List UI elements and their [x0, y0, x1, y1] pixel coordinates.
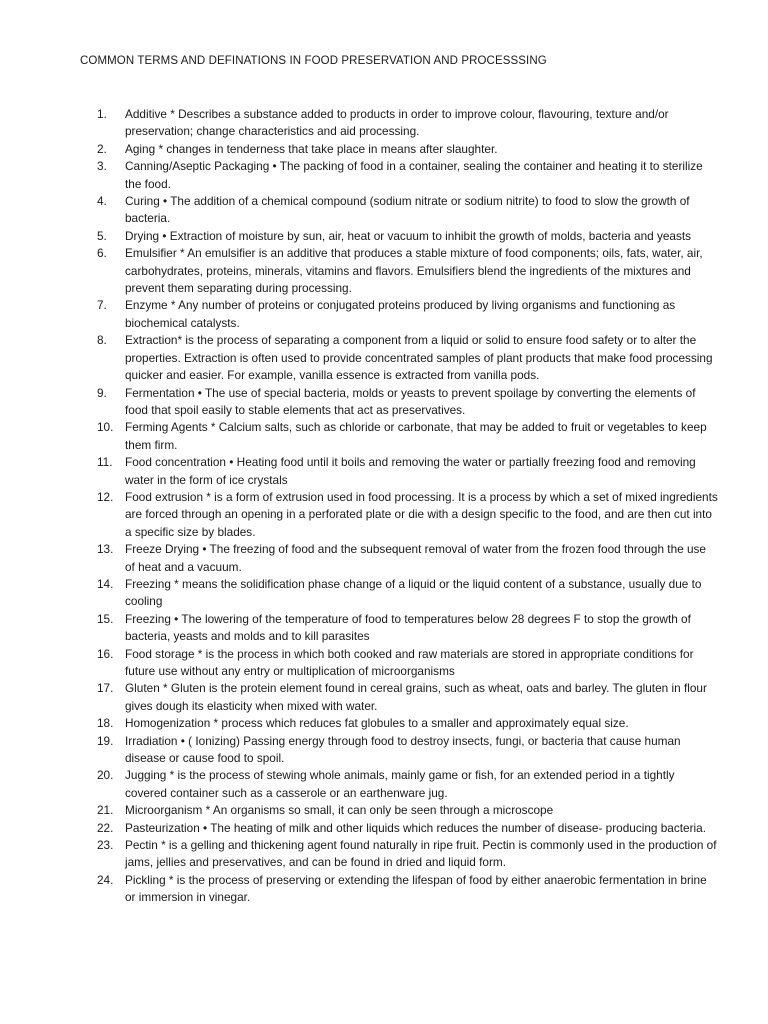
item-number: 3. [97, 159, 107, 174]
item-number: 24. [97, 872, 114, 887]
item-text: Freezing • The lowering of the temperature of food to temperatures below 28 degrees F to stop the growth of bacteria, yeasts and molds and to kill parasites [125, 611, 691, 644]
item-text: Pickling * is the process of preserving or extending the lifespan of food by either anaerobic fermentation in brine or immersion in vinegar. [125, 872, 707, 905]
list-item [0, 297, 768, 332]
item-text: Ferming Agents * Calcium salts, such as chloride or carbonate, that may be added to fruit or vegetables to keep them firm. [125, 420, 707, 452]
list-item [0, 489, 768, 541]
list-item [0, 141, 768, 158]
item-text: Food extrusion * is a form of extrusion used in food processing. It is a process by which a set of mixed ingredients are forced through an opening in a perforated plate or die with a design specific to the food, and are then cut into a specific size by blades. [125, 489, 718, 539]
item-text: Food concentration • Heating food until it boils and removing the water or partially freezing food and removing water in the form of ice crystals [125, 455, 696, 487]
item-text: Aging * changes in tenderness that take place in means after slaughter. [125, 141, 498, 156]
list-item [0, 193, 768, 228]
item-number: 5. [97, 228, 107, 243]
list-item [0, 733, 768, 768]
list-item [0, 419, 768, 454]
item-text: Pasteurization • The heating of milk and other liquids which reduces the number of disease- producing bacteria. [125, 820, 706, 835]
item-text: Irradiation • ( Ionizing) Passing energy through food to destroy insects, fungi, or bacteria that cause human disease or cause food to spoil. [125, 733, 681, 766]
item-text: Freeze Drying • The freezing of food and the subsequent removal of water from the frozen food through the use of heat and a vacuum. [125, 542, 706, 574]
list-item [0, 646, 768, 681]
list-item [0, 837, 768, 872]
item-text: Homogenization * process which reduces fat globules to a smaller and approximately equal size. [125, 716, 629, 731]
list-item [0, 820, 768, 837]
item-number: 6. [97, 246, 107, 261]
list-item [0, 454, 768, 489]
list-item [0, 715, 768, 732]
list-item [0, 611, 768, 646]
item-text: Food storage * is the process in which both cooked and raw materials are stored in appropriate conditions for future use without any entry or multiplication of microorganisms [125, 646, 694, 678]
item-text: Curing • The addition of a chemical compound (sodium nitrate or sodium nitrite) to food to slow the growth of bacteria. [125, 194, 690, 226]
item-number: 20. [97, 768, 114, 783]
item-number: 10. [97, 420, 114, 435]
list-item [0, 872, 768, 907]
item-text: Canning/Aseptic Packaging • The packing of food in a container, sealing the container and heating it to sterilize the food. [125, 159, 703, 191]
item-number: 4. [97, 194, 107, 209]
item-number: 23. [97, 838, 114, 853]
item-number: 22. [97, 820, 114, 835]
item-text: Extraction* is the process of separating a component from a liquid or solid to ensure food safety or to alter the properties. Extraction is often used to provide concentrated samples of plant products that make food processing quicker and easier. For example, vanilla essence is extracted from vanilla pods. [125, 333, 713, 383]
item-number: 21. [97, 803, 114, 818]
item-number: 8. [97, 333, 107, 348]
item-text: Enzyme * Any number of proteins or conjugated proteins produced by living organisms and functioning as biochemical catalysts. [125, 298, 676, 330]
list-item [0, 541, 768, 576]
item-number: 14. [97, 576, 114, 591]
item-text: Fermentation • The use of special bacteria, molds or yeasts to prevent spoilage by converting the elements of food that spoil easily to stable elements that act as preservatives. [125, 385, 696, 417]
list-item [0, 106, 768, 141]
list-item [0, 767, 768, 802]
item-text: Gluten * Gluten is the protein element found in cereal grains, such as wheat, oats and barley. The gluten in flour gives dough its elasticity when mixed with water. [125, 681, 707, 713]
item-number: 7. [97, 298, 107, 313]
item-number: 19. [97, 733, 114, 748]
item-number: 17. [97, 681, 114, 696]
item-text: Drying • Extraction of moisture by sun, air, heat or vacuum to inhibit the growth of molds, bacteria and yeasts [125, 228, 692, 243]
item-number: 18. [97, 716, 114, 731]
item-number: 16. [97, 646, 114, 661]
list-item [0, 385, 768, 420]
terms-list [0, 106, 768, 907]
item-text: Jugging * is the process of stewing whole animals, mainly game or fish, for an extended period in a tightly covered container such as a casserole or an earthenware jug. [125, 768, 675, 800]
item-text: Pectin * is a gelling and thickening agent found naturally in ripe fruit. Pectin is commonly used in the production of jams, jellies and preservatives, and can be found in dried and liquid form. [125, 838, 717, 870]
item-number: 11. [97, 455, 113, 470]
list-item [0, 680, 768, 715]
item-text: Freezing * means the solidification phase change of a liquid or the liquid content of a substance, usually due to cooling [125, 576, 702, 609]
item-number: 1. [97, 107, 107, 121]
item-number: 15. [97, 611, 114, 626]
list-item [0, 245, 768, 297]
item-number: 13. [97, 542, 114, 557]
item-number: 12. [97, 489, 114, 504]
item-number: 2. [97, 141, 107, 156]
document-title: COMMON TERMS AND DEFINATIONS IN FOOD PRESERVATION AND PROCESSSING [80, 55, 547, 67]
list-item [0, 802, 768, 819]
list-item [0, 332, 768, 384]
item-number: 9. [97, 385, 107, 400]
list-item [0, 576, 768, 611]
item-text: Additive * Describes a substance added to products in order to improve colour, flavouring, texture and/or preservation; change characteristics and aid processing. [125, 107, 669, 139]
item-text: Emulsifier * An emulsifier is an additive that produces a stable mixture of food components; oils, fats, water, air, carbohydrates, proteins, minerals, vitamins and flavors. Emulsifiers blend the ingredients of the mixtures and prevent them separating during processing. [125, 246, 703, 296]
list-item [0, 228, 768, 245]
list-item [0, 158, 768, 193]
item-text: Microorganism * An organisms so small, it can only be seen through a microscope [125, 803, 554, 818]
